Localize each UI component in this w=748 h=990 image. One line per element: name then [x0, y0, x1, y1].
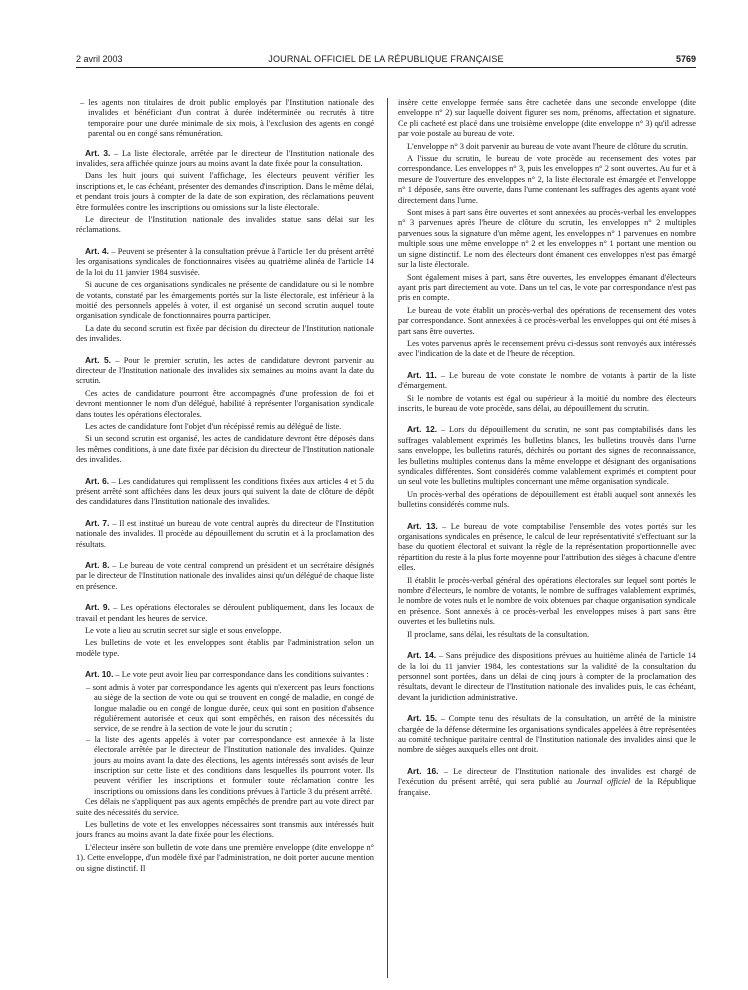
journal-reference: Journal officiel	[576, 777, 631, 787]
journal-title: JOURNAL OFFICIEL DE LA RÉPUBLIQUE FRANÇAISE	[268, 54, 504, 64]
page-number: 5769	[675, 54, 696, 64]
header-rule	[76, 67, 696, 68]
article-text: – Le bureau de vote constate le nombre de votants à partir de la liste d'émargement.	[398, 370, 696, 391]
article-7	[76, 518, 374, 550]
article-15	[398, 713, 696, 756]
article-12	[398, 424, 696, 487]
article-label: Art. 12.	[407, 424, 438, 435]
article-3	[76, 148, 374, 170]
article-text: – Le bureau de vote comptabilise l'ensemble des votes portés sur les organisations syndicales en présence, le calcul de leur représentativité s'effectuant sur la base du quotient électoral et suivant la règle de la représentation proportionnelle avec répartition du reste à la plus forte moyenne pour l'attribution des sièges à chacune d'entre elles.	[398, 521, 696, 573]
article-label: Art. 11.	[407, 369, 437, 380]
article-label: Art. 6.	[85, 475, 110, 486]
article-text: de la République française.	[398, 777, 697, 797]
article-6	[76, 476, 374, 508]
article-text: – Sans préjudice des dispositions prévues au huitième alinéa de l'article 14 de la loi du 11 janvier 1984, les contestations sur la validité de la consultation du personnel sont portées, dans un délai de cinq jours à compter de la proclamation des résultats, devant le directeur de l'Institution nationale des invalides puis, le cas échéant, devant la juridiction administrative.	[398, 651, 696, 702]
article-label: Art. 14.	[407, 650, 437, 661]
article-label: Art. 10.	[85, 669, 114, 680]
paragraph: Les votes parvenus après le recensement prévu ci-dessus sont renvoyés aux intéressés avec l'indication de la date et de l'heure de réception.	[398, 338, 696, 359]
article-13	[398, 521, 696, 574]
paragraph: La date du second scrutin est fixée par décision du directeur de l'Institution nationale des invalides.	[76, 323, 374, 344]
page-header	[76, 54, 696, 66]
paragraph: Sont mises à part sans être ouvertes et sont annexées au procès-verbal les enveloppes n° 3 parvenues après l'heure de clôture du scrutin, les enveloppes n° 2 multiples parvenues sous la signature d'un même agent, les enveloppes n° 1 parvenues en nombre multiple sous une même enveloppe n° 2 et les enveloppes n° 1 portant une mention ou un signe distinctif. Le nom des électeurs dont émanent ces enveloppes n'est pas émargé sur la liste électorale.	[398, 208, 696, 270]
article-5	[76, 355, 374, 387]
article-text: – Le vote peut avoir lieu par correspondance dans les conditions suivantes :	[113, 670, 369, 680]
paragraph: Les bulletins de vote et les enveloppes sont établis par l'administration selon un modèle type.	[76, 638, 374, 658]
paragraph: Dans les huit jours qui suivent l'affichage, les électeurs peuvent vérifier les inscriptions et, le cas échéant, présenter des demandes d'inscription. Dans le même délai, et pendant trois jours à compter de la date de son expiration, des réclamations peuvent être formulées contre les inscriptions ou omissions sur la liste électorale.	[76, 171, 374, 212]
article-label: Art. 8.	[85, 560, 110, 571]
paragraph: Il établit le procès-verbal général des opérations électorales sur lequel sont portés le nombre d'électeurs, le nombre de votants, le nombre de suffrages valablement exprimés, le nombre de votes nuls et le nombre de voix obtenues par chaque organisation syndicale en présence. Sont annexés à ce procès-verbal les enveloppes mises à part sans être ouvertes et les bulletins nuls.	[398, 575, 697, 627]
article-11	[398, 370, 696, 392]
article-10	[76, 669, 374, 680]
paragraph: A l'issue du scrutin, le bureau de vote procède au recensement des votes par correspondance. Les enveloppes n° 3, puis les enveloppes n° 2 sont ouvertes. Au fur et à mesure de l'ouverture des enveloppes n° 2, la liste électorale est émargée et l'enveloppe n° 1 déposée, sans être ouverte, dans l'urne contenant les suffrages des agents ayant voté directement dans l'urne.	[398, 154, 696, 205]
article-text: – Lors du dépouillement du scrutin, ne sont pas comptabilisés dans les suffrages valablement exprimés les bulletins blancs, les bulletins trouvés dans l'urne sans enveloppe, les bulletins raturés, déchirés ou portant des signes de reconnaissance, les bulletins multiples contenus dans la même enveloppe et désignant des organisations syndicales différentes. Sont considérés comme valablement exprimés et comptent pour un seul vote les bulletins multiples concernant une même organisation syndicale.	[398, 425, 696, 487]
paragraph: insère cette enveloppe fermée sans être cachetée dans une seconde enveloppe (dite enveloppe n° 2) sur laquelle doivent figurer ses nom, prénoms, affectation et signature. Ce pli cacheté est placé dans une troisième enveloppe (dite enveloppe n° 3) qu'il adresse par voie postale au bureau de vote.	[398, 98, 696, 139]
paragraph: Si un second scrutin est organisé, les actes de candidature devront être déposés dans les mêmes conditions, à une date fixée par décision du directeur de l'Institution nationale des invalides.	[76, 434, 374, 465]
article-text: – Compte tenu des résultats de la consultation, un arrêté de la ministre chargée de la défense détermine les organisations syndicales appelées à être représentées au comité technique paritaire central de l'Institution nationale des invalides ainsi que le nombre de sièges auxquels elles ont droit.	[398, 714, 696, 755]
article-label: Art. 7.	[85, 517, 110, 528]
article-4	[76, 246, 374, 278]
paragraph: L'électeur insère son bulletin de vote dans une première enveloppe (dite enveloppe n° 1). Cette enveloppe, d'un modèle fixé par l'administration, ne doit porter aucune mention ou signe distinctif. Il	[76, 842, 374, 873]
paragraph: Le vote a lieu au scrutin secret sur sigle et sous enveloppe.	[85, 626, 282, 636]
paragraph: Le bureau de vote établit un procès-verbal des opérations de recensement des votes par correspondance. Sont annexées à ce procès-verbal les enveloppes qui ont été mises à part sans être ouvertes.	[398, 305, 696, 336]
article-14	[398, 650, 696, 703]
paragraph: Les bulletins de vote et les enveloppes nécessaires sont transmis aux intéressés huit jours francs au moins avant la date fixée pour les élections.	[76, 819, 374, 840]
paragraph: Ces actes de candidature pourront être accompagnés d'une profession de foi et devront mentionner le nom d'un délégué, habilité à représenter l'organisation syndicale dans toutes les opérations électorales.	[76, 388, 374, 419]
list-item: – sont admis à voter par correspondance les agents qui n'exercent pas leurs fonctions au siège de la section de vote ou qui se trouvent en congé de maladie, en congé de longue maladie ou en congé de longue durée, ceux qui sont en position d'absence régulièrement autorisée et ceux qui sont empêchés, en raison des nécessités du service, de se rendre à la section de vote le jour du scrutin ;	[86, 682, 374, 734]
list-item: – la liste des agents appelés à voter par correspondance est annexée à la liste électorale arrêtée par le directeur de l'Institution nationale des invalides. Quinze jours au moins avant la date des élections, les agents intéressés sont avisés de leur inscription sur cette liste et des conditions dans lesquelles ils pourront voter. Ils peuvent vérifier les inscriptions et formuler toute réclamation contre les inscriptions ou omissions dans les conditions prévues à l'article 3 du présent arrêté.	[86, 734, 374, 796]
article-label: Art. 5.	[85, 354, 111, 365]
paragraph: Sont également mises à part, sans être ouvertes, les enveloppes émanant d'électeurs ayant pris part directement au vote. Dans un tel cas, le vote par correspondance n'est pas pris en compte.	[398, 272, 696, 303]
article-text: – La liste électorale, arrêtée par le directeur de l'Institution nationale des invalides, sera affichée quinze jours au moins avant la date fixée pour la consultation.	[76, 148, 374, 169]
article-text: – Les candidatures qui remplissent les conditions fixées aux articles 4 et 5 du présent arrêté sont affichées dans les deux jours qui suivent la date de clôture de dépôt des candidatures dans l'Institution nationale des invalides.	[76, 476, 374, 507]
article-text: – Peuvent se présenter à la consultation prévue à l'article 1er du présent arrêté les organisations syndicales de fonctionnaires visées au quatrième alinéa de l'article 14 de la loi du 11 janvier 1984 susvisée.	[76, 246, 374, 277]
article-text: – Il est institué un bureau de vote central auprès du directeur de l'Institution nationale des invalides. Il procède au dépouillement du scrutin et à la proclamation des résultats.	[76, 518, 374, 549]
article-label: Art. 16.	[407, 765, 439, 776]
article-text: – Le directeur de l'Institution nationale des invalides est chargé de l'exécution du présent arrêté, qui sera publié au	[398, 766, 696, 787]
left-column	[76, 98, 374, 876]
article-label: Art. 13.	[407, 520, 438, 531]
article-text: – Pour le premier scrutin, les actes de candidature devront parvenir au directeur de l'Institution nationale des invalides six semaines au moins avant la date du scrutin.	[76, 355, 374, 386]
issue-date: 2 avril 2003	[76, 54, 123, 64]
article-16	[398, 766, 696, 798]
article-text: – Les opérations électorales se déroulent publiquement, dans les locaux de travail et pendant les heures de service.	[76, 603, 374, 623]
article-label: Art. 15.	[407, 713, 438, 724]
column-divider	[387, 98, 388, 978]
paragraph: Si aucune de ces organisations syndicales ne présente de candidature ou si le nombre de votants, constaté par les émargements portés sur la liste électorale, est inférieur à la moitié des personnels appelés à voter, il est organisé un second scrutin auquel toute organisation syndicale de fonctionnaires pourra participer.	[76, 280, 374, 321]
paragraph: L'enveloppe n° 3 doit parvenir au bureau de vote avant l'heure de clôture du scrutin.	[407, 141, 689, 151]
list-item: – les agents non titulaires de droit public employés par l'Institution nationale des invalides et bénéficiant d'un contrat à durée indéterminée ou recrutés à titre temporaire pour une durée minimale de six mois, à l'exclusion des agents en congé parental ou en congé sans rémunération.	[80, 98, 374, 139]
paragraph: Le directeur de l'Institution nationale des invalides statue sans délai sur les réclamations.	[76, 215, 374, 235]
article-label: Art. 4.	[85, 245, 109, 256]
right-column	[398, 98, 696, 800]
paragraph: Si le nombre de votants est égal ou supérieur à la moitié du nombre des électeurs inscrits, le bureau de vote procède, sans délai, au dépouillement du scrutin.	[398, 393, 696, 413]
article-text: – Le bureau de vote central comprend un président et un secrétaire désignés par le directeur de l'Institution nationale des invalides ainsi qu'un délégué de chaque liste en présence.	[76, 561, 374, 591]
paragraph: Il proclame, sans délai, les résultats de la consultation.	[407, 629, 590, 639]
article-8	[76, 560, 374, 592]
article-label: Art. 9.	[85, 602, 110, 613]
paragraph: Un procès-verbal des opérations de dépouillement est établi auquel sont annexés les bulletins considérés comme nuls.	[398, 489, 696, 510]
article-9	[76, 602, 374, 624]
paragraph: Les actes de candidature font l'objet d'un récépissé remis au délégué de liste.	[85, 421, 342, 431]
article-label: Art. 3.	[85, 147, 111, 158]
paragraph: Ces délais ne s'appliquent pas aux agents empêchés de prendre part au vote direct par suite des nécessités du service.	[76, 797, 374, 817]
